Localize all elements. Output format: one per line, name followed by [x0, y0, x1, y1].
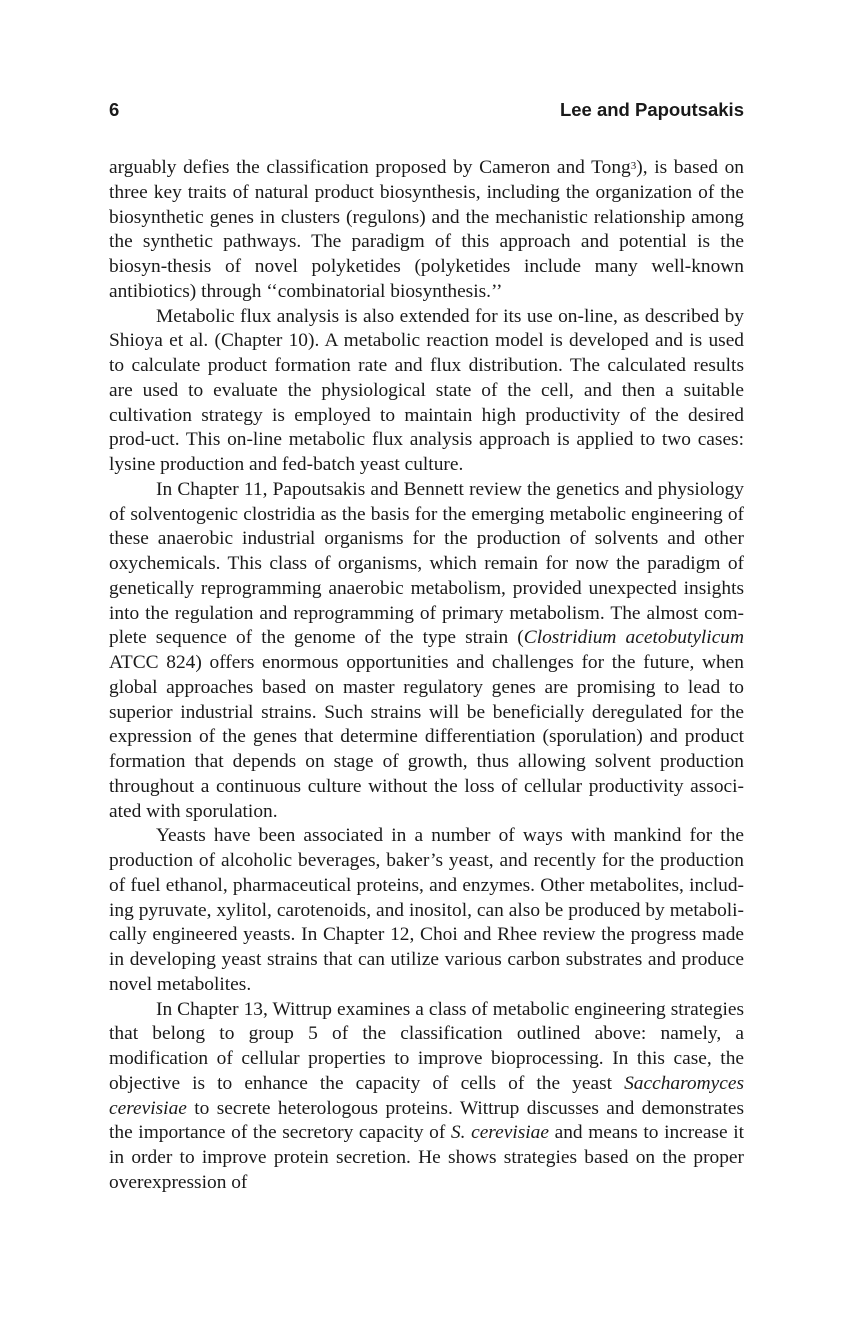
paragraph-clostridia: [109, 478, 744, 825]
paragraph-wittrup: [109, 998, 744, 1196]
species-name: Saccharomyces cerevisiae: [109, 1072, 744, 1119]
species-name: Clostridium acetobutylicum: [523, 627, 744, 649]
running-head: Lee and Papoutsakis: [559, 99, 744, 120]
paragraph-yeasts: Yeasts have been associated in a number of ways with mankind for the production of alcoholic beverages, baker’s yeast, and recently for the production of fuel ethanol, pharmaceutical proteins, and enzymes. Other metabolites, includ-ing pyruvate, xylitol, carotenoids, and inositol, can also be produced by metaboli-cally engineered yeasts. In Chapter 12, Choi and Rhee review the progress made in developing yeast strains that can utilize various carbon substrates and produce novel metabolites.: [109, 825, 744, 995]
text-span: arguably defies the classification proposed by Cameron and Tong: [109, 157, 631, 178]
paragraph-metabolic-flux: Metabolic flux analysis is also extended for its use on-line, as described by Shioya et al. (Chapter 10). A metabolic reaction model is developed and is used to calculate product formation rate and flux distribution. The calculated results are used to evaluate the physiological state of the cell, and then a suitable cultivation strategy is employed to maintain high productivity of the desired prod-uct. This on-line metabolic flux analysis approach is applied to two cases: lysine production and fed-batch yeast culture.: [109, 305, 744, 475]
text-span: ), is based on three key traits of natural product biosynthesis, including the organization of the biosynthetic genes in clusters (regulons) and the mechanistic relationship among the synthetic pathways. The paradigm of this approach and potential is the biosyn-thesis of novel polyketides (polyketides include many well-known antibiotics) through ‘‘combinatorial biosynthesis.’’: [109, 157, 744, 302]
text-span: ATCC 824) offers enormous opportunities and challenges for the future, when global approaches based on master regulatory genes are promising to lead to superior industrial strains. Such strains will be beneficially deregulated for the expression of the genes that determine differentiation (sporulation) and product formation that depends on stage of growth, thus allowing solvent production throughout a continuous culture without the loss of cellular productivity associ-ated with sporulation.: [109, 652, 744, 822]
body-text: [109, 156, 744, 1196]
paragraph-continued: [109, 156, 744, 305]
text-span: In Chapter 13, Wittrup examines a class of metabolic engineering strategies that belong to group 5 of the classification outlined above: namely, a modification of cellular properties to improve bioprocessing. In this case, the objective is to enhance the capacity of cells of the yeast: [109, 998, 744, 1094]
page-header: [109, 99, 744, 125]
citation-ref: 3: [630, 160, 637, 172]
text-span: In Chapter 11, Papoutsakis and Bennett review the genetics and physiology of solventogenic clostridia as the basis for the emerging metabolic engineering of these anaerobic industrial organisms for the production of solvents and other oxychemicals. This class of organisms, which remain for now the paradigm of genetically reprogramming anaerobic metabolism, provided unexpected insights into the regulation and reprogramming of primary metabolism. The almost com-plete sequence of the genome of the type strain (: [109, 478, 744, 649]
page-number: 6: [109, 99, 120, 120]
species-name: S. cerevisiae: [450, 1122, 549, 1144]
text-span: to secrete heterologous proteins. Wittrup discusses and demonstrates the importance of the secretory capacity of: [109, 1097, 744, 1144]
text-span: and means to increase it in order to improve protein secretion. He shows strategies based on the proper overexpression of: [109, 1122, 744, 1193]
